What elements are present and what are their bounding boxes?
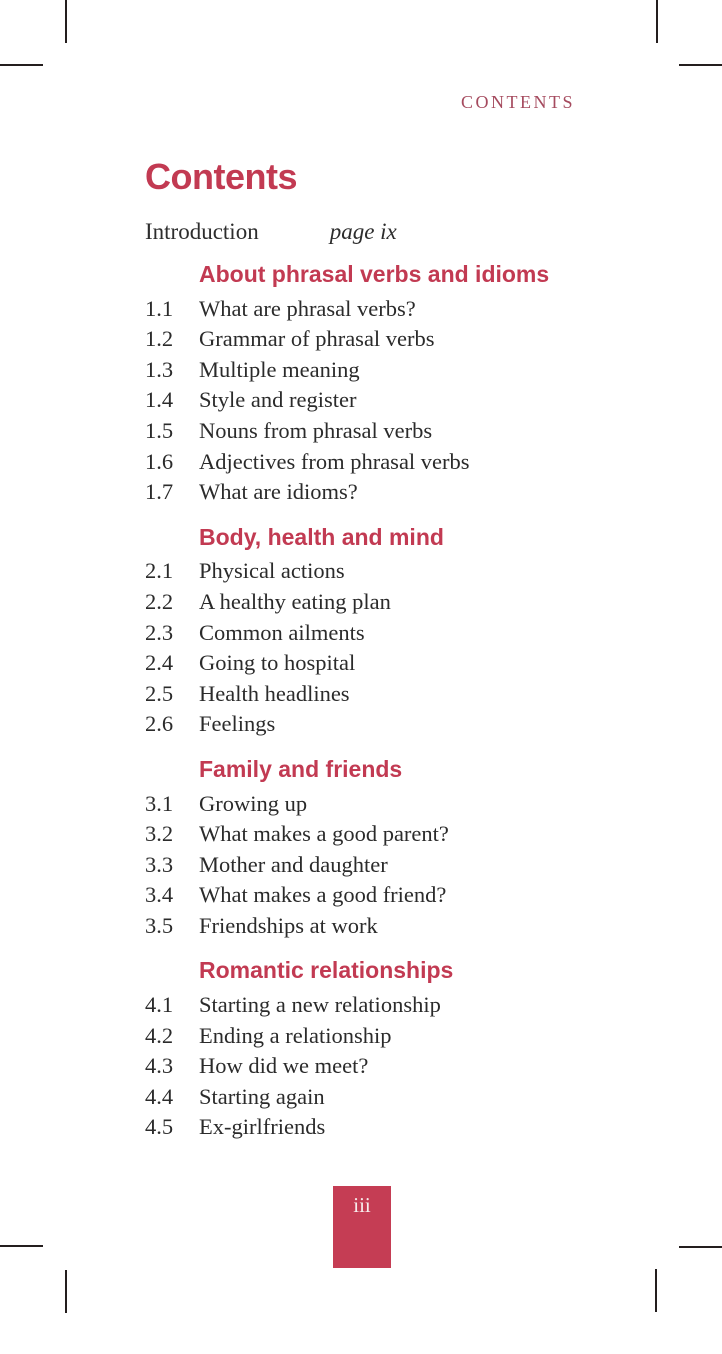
page-title: Contents (145, 156, 297, 198)
toc-item-title: Multiple meaning (199, 356, 360, 382)
toc-item-title: Ending a relationship (199, 1022, 392, 1048)
toc-item-number: 4.5 (145, 1114, 174, 1140)
toc-item-title: Ex-girlfriends (199, 1114, 326, 1140)
toc-item-number: 1.6 (145, 448, 174, 474)
crop-mark-top-left-vertical (65, 0, 67, 43)
toc-item (145, 1051, 615, 1082)
toc-item (145, 447, 615, 478)
toc-item-number: 2.4 (145, 650, 174, 676)
toc-item-title: Nouns from phrasal verbs (199, 417, 433, 443)
toc-item-number: 3.5 (145, 912, 174, 938)
toc-item-number: 2.1 (145, 558, 174, 584)
running-head: CONTENTS (461, 92, 575, 112)
toc-item (145, 1021, 615, 1052)
table-of-contents (145, 245, 615, 1143)
toc-item-title: A healthy eating plan (199, 588, 391, 614)
toc-item-title: What makes a good friend? (199, 882, 447, 908)
toc-item-number: 1.2 (145, 326, 174, 352)
crop-mark-bottom-right-horizontal (679, 1246, 722, 1248)
page-number-box (333, 1186, 391, 1268)
toc-item-title: Feelings (199, 711, 276, 737)
toc-item-title: Health headlines (199, 680, 350, 706)
toc-item-title: Style and register (199, 387, 357, 413)
toc-item (145, 355, 615, 386)
toc-item (145, 1082, 615, 1113)
toc-item (145, 1112, 615, 1143)
toc-item-number: 3.3 (145, 851, 174, 877)
toc-item-title: What are phrasal verbs? (199, 295, 416, 321)
toc-item (145, 709, 615, 740)
toc-item-title: How did we meet? (199, 1053, 369, 1079)
toc-item (145, 850, 615, 881)
toc-item (145, 789, 615, 820)
toc-item-number: 3.2 (145, 821, 174, 847)
toc-item-title: What are idioms? (199, 479, 358, 505)
toc-item-title: What makes a good parent? (199, 821, 449, 847)
toc-item-number: 1.4 (145, 387, 174, 413)
toc-item (145, 294, 615, 325)
toc-item (145, 648, 615, 679)
crop-mark-top-right-horizontal (679, 64, 722, 66)
toc-item-number: 1.7 (145, 479, 174, 505)
section-heading: Family and friends (199, 755, 403, 782)
intro-page-ref: page ix (329, 219, 397, 244)
toc-item-number: 2.5 (145, 680, 174, 706)
intro-label: Introduction (145, 219, 259, 244)
toc-item-title: Friendships at work (199, 912, 378, 938)
toc-item-number: 2.6 (145, 711, 174, 737)
toc-item-number: 2.2 (145, 588, 174, 614)
toc-item (145, 587, 615, 618)
toc-item-number: 4.4 (145, 1083, 174, 1109)
toc-item (145, 990, 615, 1021)
page-number: iii (353, 1193, 371, 1217)
toc-item-title: Growing up (199, 790, 308, 816)
toc-item-number: 3.4 (145, 882, 174, 908)
crop-mark-top-right-vertical (656, 0, 658, 43)
toc-item-title: Physical actions (199, 558, 345, 584)
toc-item (145, 477, 615, 508)
toc-item (145, 911, 615, 942)
toc-item-title: Going to hospital (199, 650, 356, 676)
toc-item-number: 1.1 (145, 295, 174, 321)
crop-mark-bottom-right-vertical (655, 1269, 657, 1312)
toc-item-title: Starting again (199, 1083, 325, 1109)
toc-item (145, 679, 615, 710)
section-heading: Body, health and mind (199, 523, 444, 550)
toc-item (145, 385, 615, 416)
section-heading: Romantic relationships (199, 957, 454, 984)
toc-item (145, 324, 615, 355)
toc-item-title: Mother and daughter (199, 851, 388, 877)
toc-item (145, 618, 615, 649)
toc-item-number: 1.5 (145, 417, 174, 443)
toc-item-number: 4.2 (145, 1022, 174, 1048)
section-heading: About phrasal verbs and idioms (199, 261, 550, 287)
crop-mark-top-left-horizontal (0, 64, 43, 66)
toc-item-number: 2.3 (145, 619, 174, 645)
toc-item-title: Grammar of phrasal verbs (199, 326, 435, 352)
toc-item-title: Common ailments (199, 619, 365, 645)
toc-item (145, 880, 615, 911)
toc-item (145, 819, 615, 850)
crop-mark-bottom-left-vertical (65, 1270, 67, 1313)
toc-item-number: 4.3 (145, 1053, 174, 1079)
crop-mark-bottom-left-horizontal (0, 1245, 43, 1247)
toc-item-title: Starting a new relationship (199, 992, 441, 1018)
intro-row (145, 216, 397, 248)
toc-item (145, 556, 615, 587)
toc-item-number: 1.3 (145, 356, 174, 382)
toc-item (145, 416, 615, 447)
toc-item-title: Adjectives from phrasal verbs (199, 448, 470, 474)
toc-item-number: 3.1 (145, 790, 174, 816)
toc-item-number: 4.1 (145, 992, 174, 1018)
